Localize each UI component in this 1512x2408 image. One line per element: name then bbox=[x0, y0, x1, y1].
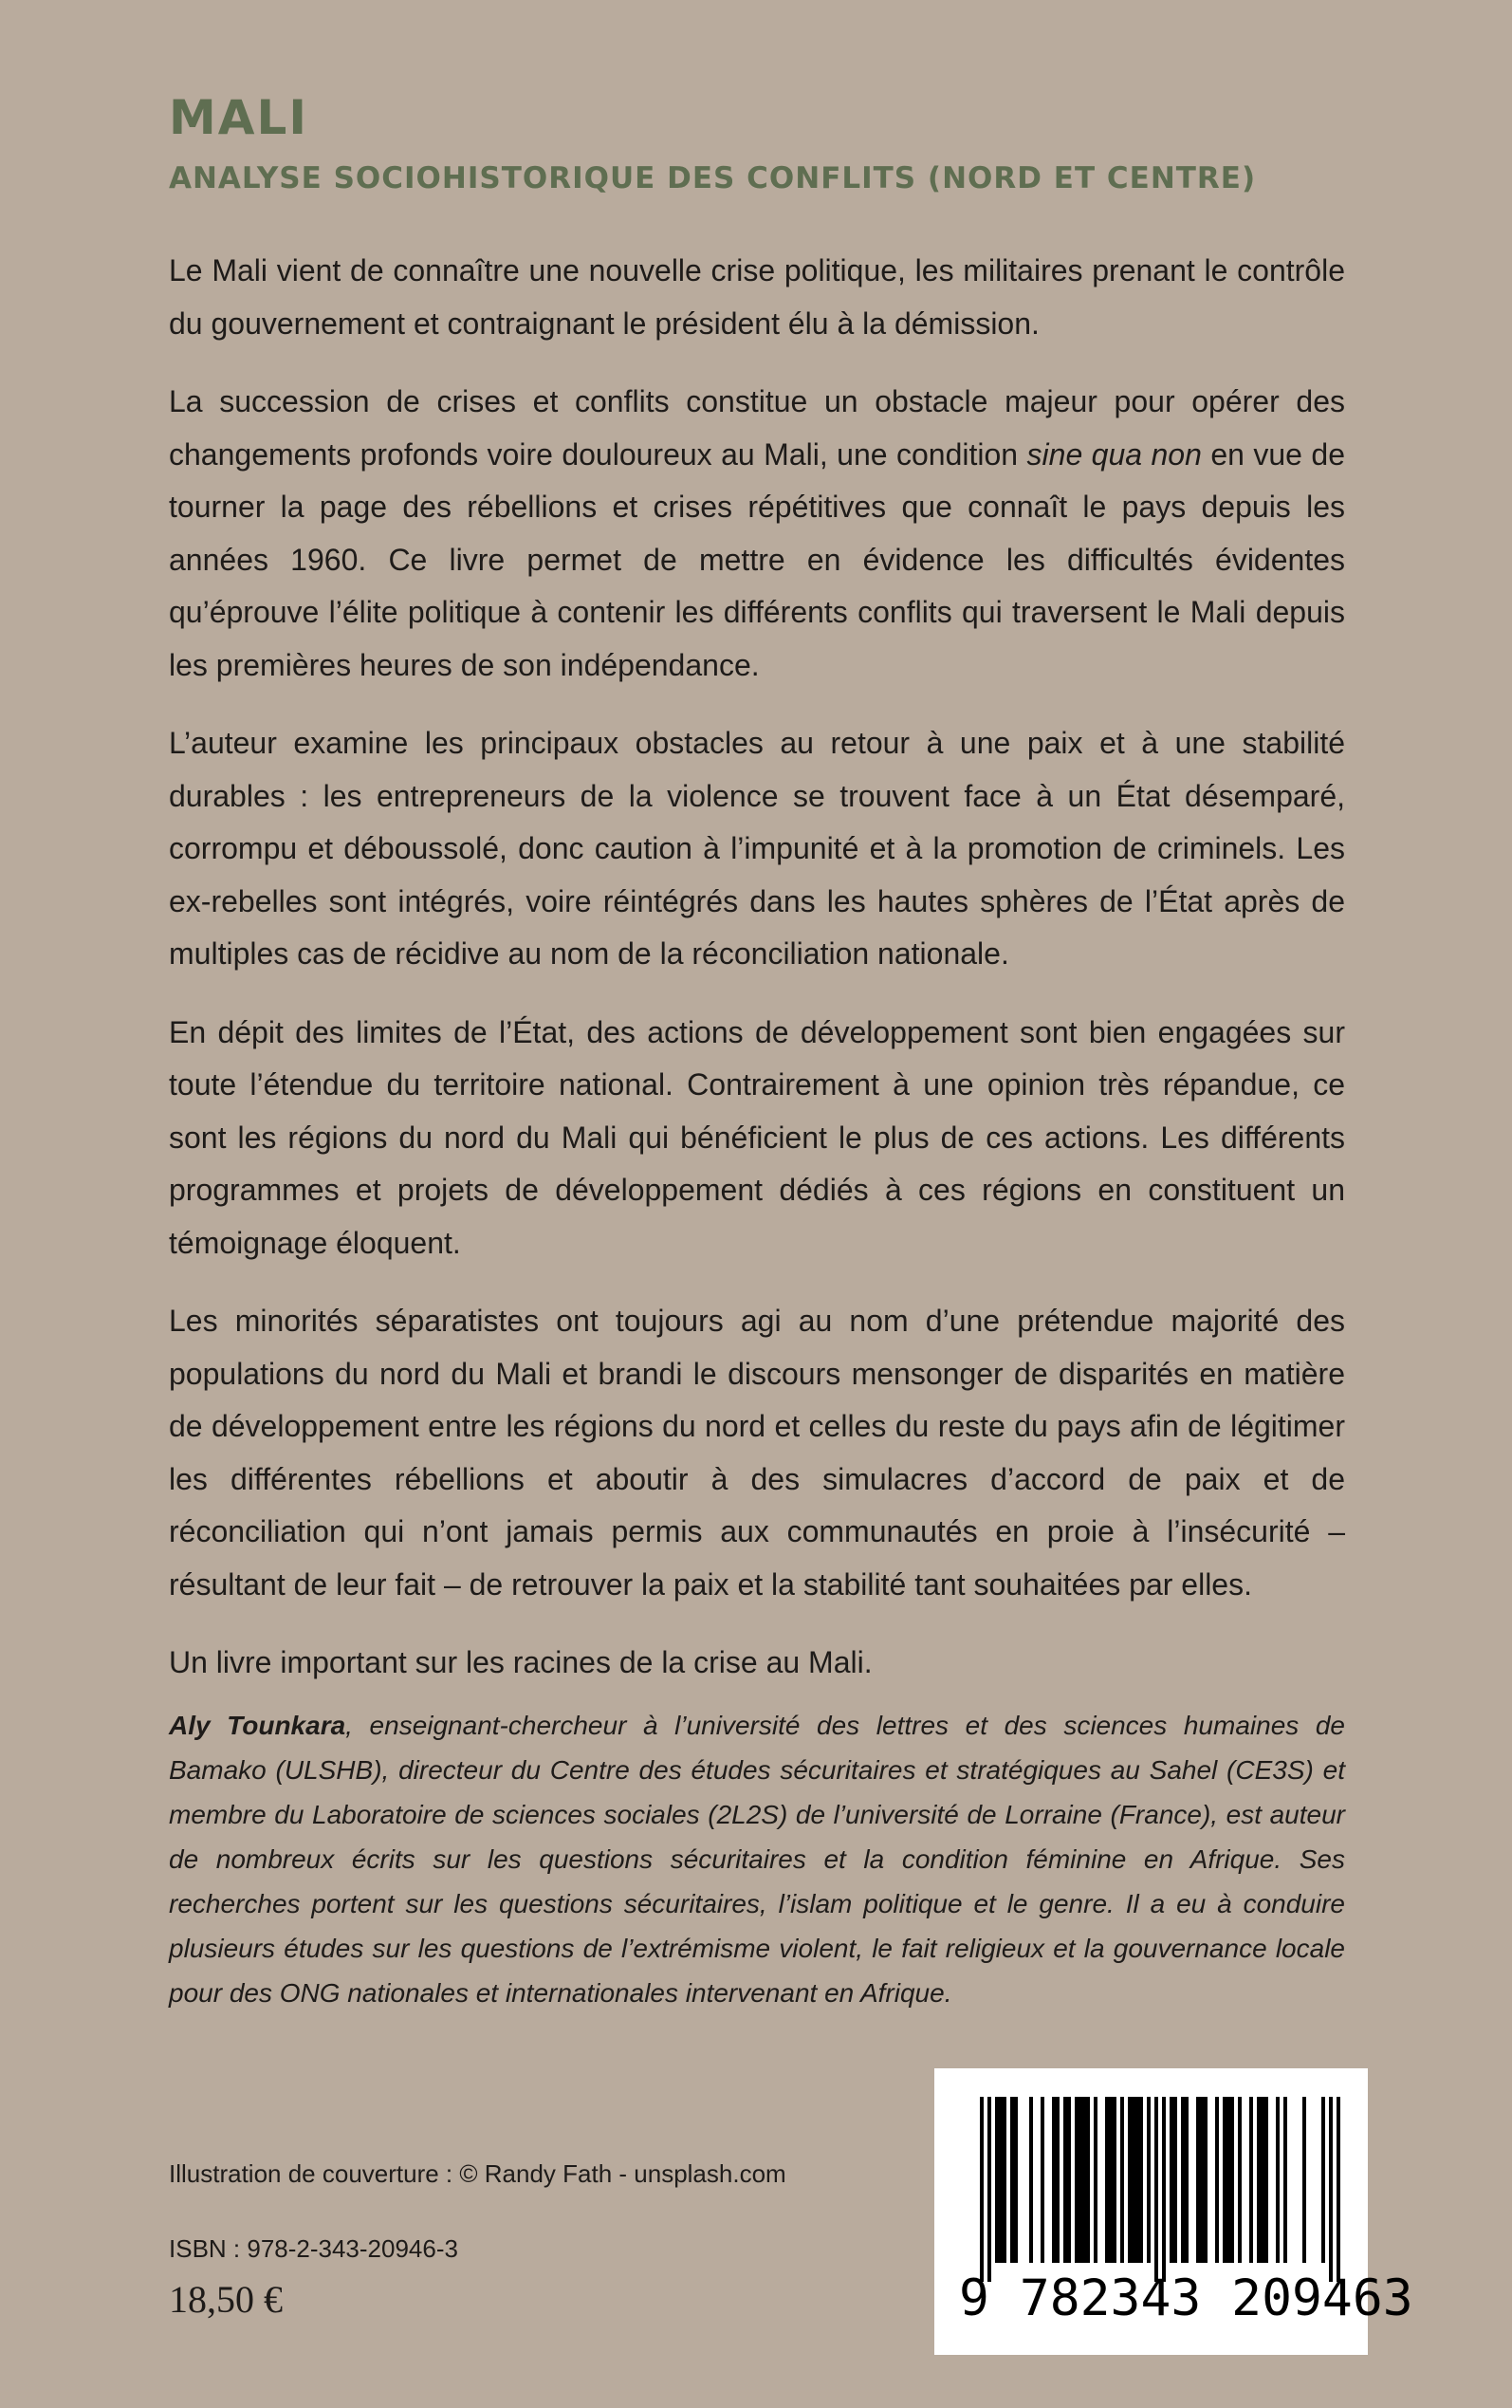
barcode-bar bbox=[1321, 2097, 1325, 2263]
summary-paragraph-5: Les minorités séparatistes ont toujours agi au nom d’une prétendue majorité des populations du nord du Mali et brandi le discours mensonger de disparités en matière de développement entre les régions du nord et celles du reste du pays afin de légitimer les différentes rébellions et aboutir à des simulacres d’accord de paix et de réconciliation qui n’ont jamais permis aux communautés en proie à l’insécurité – résultant de leur fait – de retrouver la paix et la stabilité tant souhaitées par elles. bbox=[169, 1304, 1345, 1602]
barcode-bar bbox=[1128, 2097, 1132, 2263]
barcode-bar bbox=[1204, 2097, 1208, 2263]
barcode-bar bbox=[1120, 2097, 1124, 2263]
barcode-bar bbox=[1181, 2097, 1185, 2263]
book-title: MALI bbox=[169, 90, 308, 145]
summary-text bbox=[169, 245, 1345, 1715]
summary-paragraph-2 bbox=[169, 376, 1345, 692]
barcode-bar bbox=[1283, 2097, 1287, 2263]
summary-paragraph-4: En dépit des limites de l’État, des actions de développement sont bien engagées sur toute l’étendue du territoire national. Contrairement à une opinion très répandue, ce sont les régions du nord du Mali qui bénéficient le plus de ces actions. Les différents programmes et projets de développement dédiés à ces régions en constituent un témoignage éloquent. bbox=[169, 1014, 1345, 1260]
barcode-bar bbox=[1082, 2097, 1086, 2263]
barcode-bar bbox=[1337, 2097, 1340, 2282]
author-name: Aly Tounkara bbox=[169, 1711, 346, 1740]
barcode-bar bbox=[1196, 2097, 1200, 2263]
barcode-bar bbox=[1010, 2097, 1014, 2263]
barcode-bar bbox=[1226, 2097, 1230, 2263]
book-subtitle: ANALYSE SOCIOHISTORIQUE DES CONFLITS (NORD ET CENTRE) bbox=[169, 161, 1257, 195]
barcode-bar bbox=[1063, 2097, 1067, 2263]
barcode-bar bbox=[1230, 2097, 1234, 2263]
barcode-bar bbox=[1003, 2097, 1006, 2263]
barcode-bar bbox=[995, 2097, 999, 2263]
barcode-bar bbox=[1075, 2097, 1079, 2263]
summary-paragraph-2-end: en vue de tourner la page des rébellions et crises répétitives que connaît le pays depuis les années 1960. Ce livre permet de mettre en évidence les difficultés évidentes qu’éprouve l’élite politique à contenir les différents conflits qui traversent le Mali depuis les premières heures de son indépendance. bbox=[169, 436, 1346, 682]
barcode-bar bbox=[980, 2097, 984, 2282]
barcode-bar bbox=[1147, 2097, 1151, 2263]
price: 18,50 € bbox=[169, 2278, 283, 2321]
barcode-bar bbox=[1302, 2097, 1306, 2263]
barcode-bar bbox=[1029, 2097, 1033, 2263]
author-bio bbox=[169, 1703, 1345, 2015]
barcode-bar bbox=[987, 2097, 991, 2282]
barcode-bar bbox=[1135, 2097, 1139, 2263]
summary-paragraph-3: L’auteur examine les principaux obstacles au retour à une paix et à une stabilité durables : les entrepreneurs de la violence se trouvent face à un État désemparé, corrompu et déboussolé, donc caution à l’impunité et à la promotion de criminels. Les ex-rebelles sont intégrés, voire réintégrés dans les hautes sphères de l’État après de multiples cas de récidive au nom de la réconciliation nationale. bbox=[169, 726, 1345, 971]
barcode-bar bbox=[1105, 2097, 1109, 2263]
barcode-bar bbox=[1264, 2097, 1268, 2263]
barcode bbox=[934, 2068, 1413, 2355]
barcode-bar bbox=[1041, 2097, 1044, 2263]
barcode-bar bbox=[1249, 2097, 1253, 2263]
barcode-bar bbox=[999, 2097, 1003, 2263]
summary-paragraph-1: Le Mali vient de connaître une nouvelle crise politique, les militaires prenant le contrôle du gouvernement et contraignant le président élu à la démission. bbox=[169, 253, 1345, 341]
barcode-bar bbox=[1215, 2097, 1219, 2263]
author-bio-text: , enseignant-chercheur à l’université des lettres et des sciences humaines de Bamako (ULSHB), directeur du Centre des études sécuritaires et stratégiques au Sahel (CE3S) et membre du Laboratoire de sciences sociales (2L2S) de l’université de Lorraine (France), est auteur de nombreux écrits sur les questions sécuritaires et la condition féminine en Afrique. Ses recherches portent sur les questions sécuritaires, l’islam politique et le genre. Il a eu à conduire plusieurs études sur les questions de l’extrémisme violent, le fait religieux et la gouvernance locale pour des ONG nationales et internationales intervenant en Afrique. bbox=[169, 1711, 1346, 2008]
barcode-bar bbox=[1067, 2097, 1071, 2263]
barcode-bar bbox=[1185, 2097, 1189, 2263]
barcode-bar bbox=[1261, 2097, 1264, 2263]
barcode-bar bbox=[1014, 2097, 1018, 2263]
barcode-bar bbox=[1079, 2097, 1082, 2263]
barcode-bar bbox=[1113, 2097, 1116, 2263]
barcode-bar bbox=[1094, 2097, 1097, 2263]
barcode-bar bbox=[1329, 2097, 1333, 2282]
isbn: ISBN : 978-2-343-20946-3 bbox=[169, 2234, 458, 2263]
barcode-bar bbox=[1257, 2097, 1261, 2263]
barcode-bar bbox=[1170, 2097, 1173, 2263]
latin-phrase: sine qua non bbox=[1026, 436, 1202, 472]
barcode-bar bbox=[1238, 2097, 1242, 2263]
barcode-bar bbox=[1086, 2097, 1090, 2263]
barcode-bar bbox=[1132, 2097, 1135, 2263]
summary-paragraph-2-start: La succession de crises et conflits constitue un obstacle majeur pour opérer des changements profonds voire douloureux au Mali, une condition bbox=[169, 384, 1345, 472]
barcode-bar bbox=[1056, 2097, 1060, 2263]
barcode-bar bbox=[1200, 2097, 1204, 2263]
barcode-bar bbox=[1173, 2097, 1177, 2263]
barcode-bar bbox=[1162, 2097, 1166, 2282]
summary-paragraph-6: Un livre important sur les racines de la crise au Mali. bbox=[169, 1645, 873, 1679]
barcode-digits: 9 782343 209463 bbox=[959, 2269, 1413, 2327]
barcode-bar bbox=[1109, 2097, 1113, 2263]
barcode-bar bbox=[1276, 2097, 1280, 2263]
cover-credit: Illustration de couverture : © Randy Fath - unsplash.com bbox=[169, 2159, 786, 2188]
barcode-bar bbox=[1154, 2097, 1158, 2282]
barcode-bar bbox=[1052, 2097, 1056, 2263]
barcode-bar bbox=[1139, 2097, 1143, 2263]
barcode-bar bbox=[1223, 2097, 1226, 2263]
